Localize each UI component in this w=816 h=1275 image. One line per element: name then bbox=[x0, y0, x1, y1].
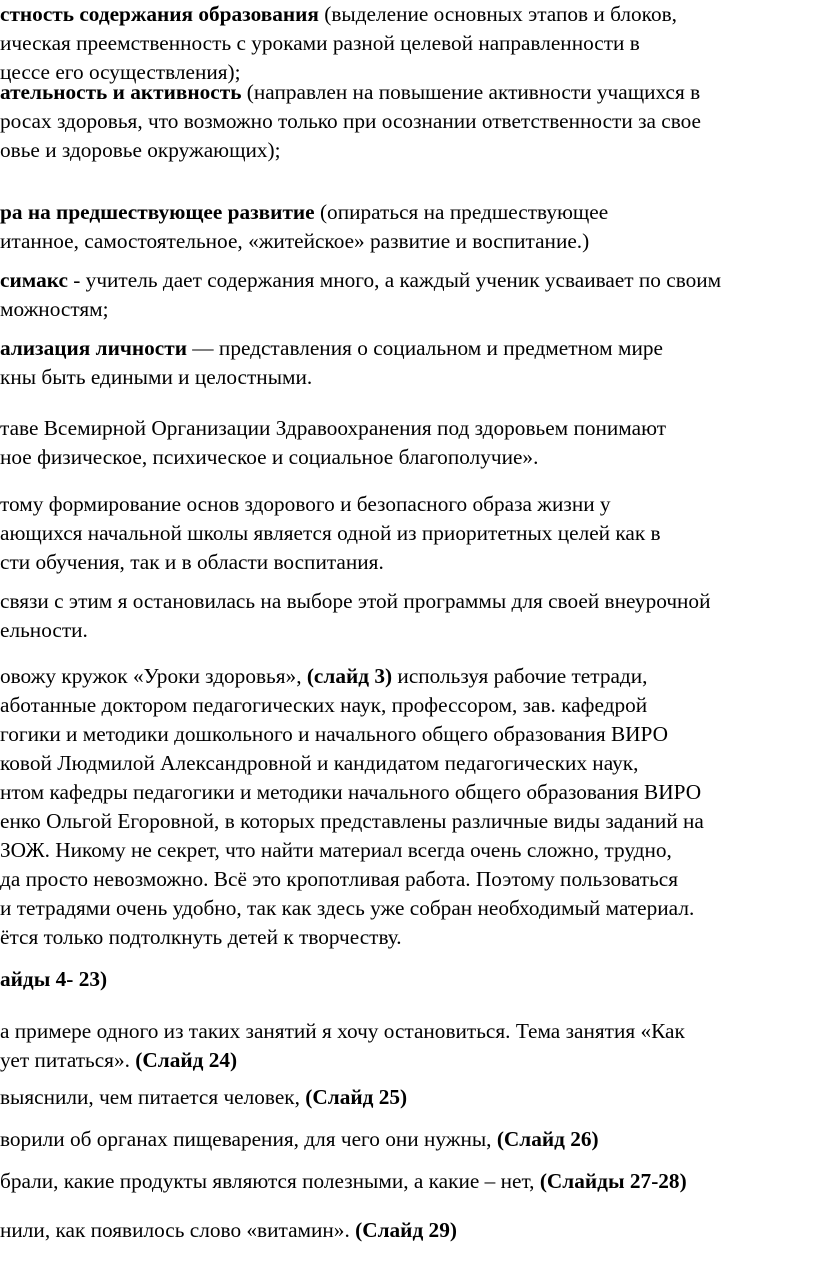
text-line bbox=[0, 443, 666, 472]
text-line bbox=[0, 865, 704, 894]
text-line bbox=[0, 78, 701, 107]
text-line bbox=[0, 836, 704, 865]
paragraph bbox=[0, 1167, 687, 1196]
text-run: (опираться на предшествующее bbox=[314, 200, 609, 224]
text-run: овожу кружок «Уроки здоровья», bbox=[0, 664, 307, 688]
text-line bbox=[0, 923, 704, 952]
text-line bbox=[0, 363, 663, 392]
paragraph bbox=[0, 334, 663, 392]
text-run: (выделение основных этапов и блоков, bbox=[318, 2, 677, 26]
text-line bbox=[0, 227, 608, 256]
paragraph bbox=[0, 266, 721, 324]
paragraph bbox=[0, 78, 701, 165]
text-line bbox=[0, 691, 704, 720]
paragraph bbox=[0, 0, 677, 87]
text-line bbox=[0, 414, 666, 443]
text-run: росах здоровья, что возможно только при осознании ответственности за свое bbox=[0, 109, 701, 133]
text-line bbox=[0, 1083, 407, 1112]
text-line bbox=[0, 616, 710, 645]
bold-text-run: (слайд 3) bbox=[306, 664, 393, 688]
bold-text-run: (Слайд 25) bbox=[305, 1085, 408, 1109]
text-run: ует питаться». bbox=[0, 1048, 136, 1072]
bold-text-run: ализация личности bbox=[0, 336, 187, 360]
text-line bbox=[0, 107, 701, 136]
text-line bbox=[0, 1216, 457, 1245]
paragraph bbox=[0, 662, 704, 952]
text-run: нтом кафедры педагогики и методики начального общего образования ВИРО bbox=[0, 780, 702, 804]
text-line bbox=[0, 720, 704, 749]
text-run: ельности. bbox=[0, 618, 88, 642]
bold-text-run: стность содержания образования bbox=[0, 2, 319, 26]
bold-text-run: (Слайд 26) bbox=[496, 1127, 599, 1151]
paragraph bbox=[0, 198, 608, 256]
text-run: овье и здоровье окружающих); bbox=[0, 138, 281, 162]
text-run: используя рабочие тетради, bbox=[392, 664, 648, 688]
text-line bbox=[0, 1017, 685, 1046]
text-line bbox=[0, 894, 704, 923]
paragraph bbox=[0, 1083, 407, 1112]
text-run: а примере одного из таких занятий я хочу остановиться. Тема занятия «Как bbox=[0, 1019, 685, 1043]
text-run: ётся только подтолкнуть детей к творчеству. bbox=[0, 925, 402, 949]
text-line bbox=[0, 1046, 685, 1075]
text-run: тому формирование основ здорового и безопасного образа жизни у bbox=[0, 492, 611, 516]
paragraph bbox=[0, 965, 107, 994]
paragraph bbox=[0, 587, 710, 645]
bold-text-run: (Слайды 27-28) bbox=[539, 1169, 687, 1193]
bold-text-run: ательность и активность bbox=[0, 80, 242, 104]
bold-text-run: (Слайд 24) bbox=[135, 1048, 238, 1072]
text-run: ворили об органах пищеварения, для чего они нужны, bbox=[0, 1127, 497, 1151]
text-run: выяснили, чем питается человек, bbox=[0, 1085, 306, 1109]
bold-text-run: ра на предшествующее развитие bbox=[0, 200, 315, 224]
paragraph bbox=[0, 414, 666, 472]
bold-text-run: симакс bbox=[0, 268, 68, 292]
bold-text-run: айды 4- 23) bbox=[0, 967, 108, 991]
text-run: (направлен на повышение активности учащихся в bbox=[241, 80, 701, 104]
text-run: брали, какие продукты являются полезными, а какие – нет, bbox=[0, 1169, 540, 1193]
text-run: связи с этим я остановилась на выборе этой программы для своей внеурочной bbox=[0, 589, 711, 613]
text-line bbox=[0, 778, 704, 807]
text-line bbox=[0, 587, 710, 616]
text-run: - учитель дает содержания много, а каждый ученик усваивает по своим bbox=[67, 268, 722, 292]
paragraph bbox=[0, 490, 661, 577]
text-line bbox=[0, 490, 661, 519]
paragraph bbox=[0, 1125, 599, 1154]
text-line bbox=[0, 662, 704, 691]
text-run: цессе его осуществления); bbox=[0, 60, 241, 84]
text-line bbox=[0, 1125, 599, 1154]
text-run: енко Ольгой Егоровной, в которых представлены различные виды заданий на bbox=[0, 809, 704, 833]
text-line bbox=[0, 548, 661, 577]
text-run: нили, как появилось слово «витамин». bbox=[0, 1218, 356, 1242]
text-line bbox=[0, 198, 608, 227]
text-run: итанное, самостоятельное, «житейское» развитие и воспитание.) bbox=[0, 229, 590, 253]
text-run: сти обучения, так и в области воспитания. bbox=[0, 550, 384, 574]
text-line bbox=[0, 136, 701, 165]
text-run: гогики и методики дошкольного и начального общего образования ВИРО bbox=[0, 722, 669, 746]
text-line bbox=[0, 0, 677, 29]
text-run: можностям; bbox=[0, 297, 109, 321]
text-line bbox=[0, 295, 721, 324]
text-line bbox=[0, 1167, 687, 1196]
text-line bbox=[0, 334, 663, 363]
text-run: ЗОЖ. Никому не секрет, что найти материал всегда очень сложно, трудно, bbox=[0, 838, 672, 862]
text-run: ающихся начальной школы является одной из приоритетных целей как в bbox=[0, 521, 661, 545]
text-run: аботанные доктором педагогических наук, профессором, зав. кафедрой bbox=[0, 693, 648, 717]
text-line bbox=[0, 29, 677, 58]
text-run: да просто невозможно. Всё это кропотливая работа. Поэтому пользоваться bbox=[0, 867, 679, 891]
text-run: и тетрадями очень удобно, так как здесь уже собран необходимый материал. bbox=[0, 896, 695, 920]
text-run: кны быть едиными и целостными. bbox=[0, 365, 313, 389]
text-line bbox=[0, 965, 107, 994]
text-run: таве Всемирной Организации Здравоохранения под здоровьем понимают bbox=[0, 416, 667, 440]
text-run: ковой Людмилой Александровной и кандидатом педагогических наук, bbox=[0, 751, 639, 775]
text-line bbox=[0, 807, 704, 836]
bold-text-run: (Слайд 29) bbox=[355, 1218, 457, 1242]
text-run: ное физическое, психическое и социальное благополучие». bbox=[0, 445, 539, 469]
text-line bbox=[0, 519, 661, 548]
paragraph bbox=[0, 1216, 457, 1245]
text-run: ическая преемственность с уроками разной целевой направленности в bbox=[0, 31, 640, 55]
text-line bbox=[0, 266, 721, 295]
paragraph bbox=[0, 1017, 685, 1075]
text-line bbox=[0, 749, 704, 778]
text-run: — представления о социальном и предметном мире bbox=[186, 336, 663, 360]
